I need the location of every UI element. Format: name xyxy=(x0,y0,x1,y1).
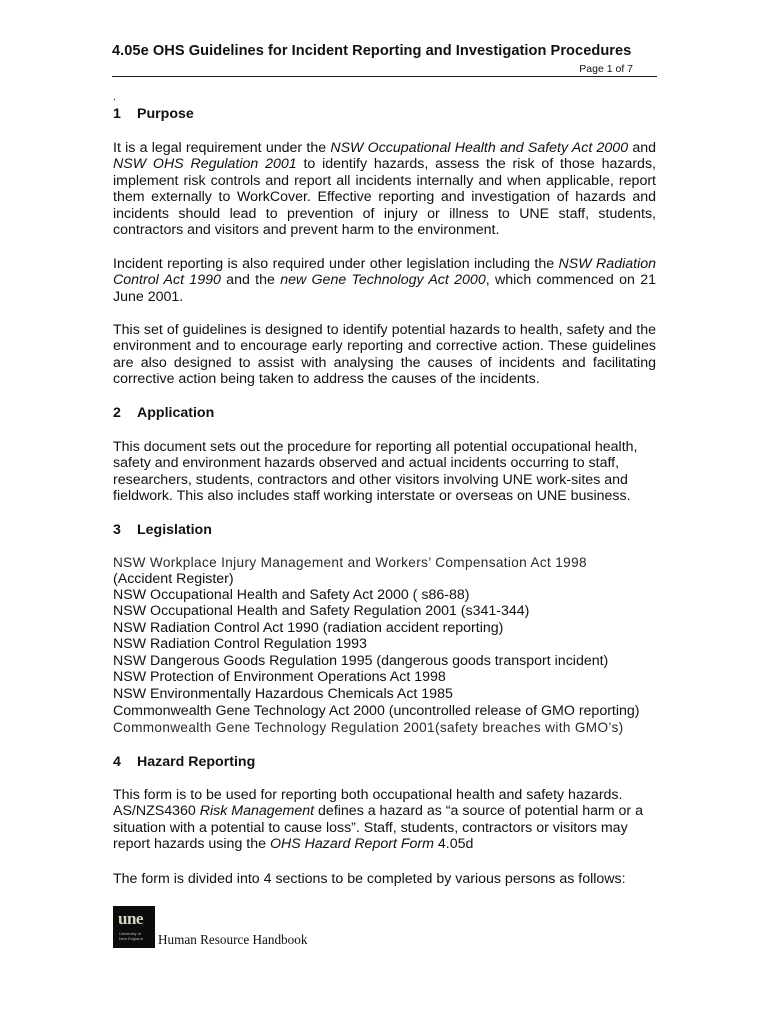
standard-title: Risk Management xyxy=(199,803,315,820)
act-title: new Gene Technology Act 2000 xyxy=(280,272,486,289)
section-number: 1 xyxy=(113,106,121,122)
text-run: defines a hazard as “a source of potential harm or a situation with a potential to cause loss”. Staff, students, contractors or visitors may report hazards using the xyxy=(113,803,643,853)
hazard-paragraph-1 xyxy=(113,787,656,853)
section-title: Hazard Reporting xyxy=(137,754,256,770)
logo-wordmark: une xyxy=(118,909,143,928)
text-run: and xyxy=(628,140,656,156)
application-paragraph: This document sets out the procedure for reporting all potential occupational health, safety and environment hazards observed and actual incidents occurring to staff, researchers, students, contractors and other visitors involving UNE work-sites and fieldwork. This also includes staff working interstate or overseas on UNE business. xyxy=(113,439,638,505)
legislation-item: (Accident Register) xyxy=(113,571,234,587)
section-title: Legislation xyxy=(137,522,212,538)
page-number: Page 1 of 7 xyxy=(579,63,633,75)
stray-mark: . xyxy=(113,91,117,103)
section-heading-purpose xyxy=(113,106,194,122)
section-heading-hazard-reporting xyxy=(113,754,255,770)
section-number: 3 xyxy=(113,522,121,538)
legislation-item: Commonwealth Gene Technology Regulation 2001(safety breaches with GMO’s) xyxy=(113,720,624,735)
footer-handbook-title: Human Resource Handbook xyxy=(158,932,308,947)
purpose-paragraph-3: This set of guidelines is designed to identify potential hazards to health, safety and the environment and to encourage early reporting and corrective action. These guidelines are also designed to assist with analysing the causes of incidents and facilitating corrective action being taken to address the causes of the incidents. xyxy=(113,322,656,388)
section-title: Application xyxy=(137,405,215,421)
form-title: OHS Hazard Report Form xyxy=(269,836,434,853)
legislation-item: NSW Protection of Environment Operations Act 1998 xyxy=(113,669,446,685)
purpose-paragraph-1 xyxy=(113,140,656,238)
section-number: 2 xyxy=(113,405,121,421)
section-number: 4 xyxy=(113,754,121,770)
regulation-title: NSW OHS Regulation 2001 xyxy=(113,156,297,173)
text-run: Incident reporting is also required under other legislation including the xyxy=(113,256,559,272)
legislation-item: Commonwealth Gene Technology Act 2000 (uncontrolled release of GMO reporting) xyxy=(113,703,640,719)
legislation-item: NSW Occupational Health and Safety Act 2000 ( s86-88) xyxy=(113,587,470,603)
text-run: 4.05d xyxy=(433,836,474,853)
logo-subtext: New England xyxy=(119,936,143,941)
section-title: Purpose xyxy=(137,106,194,122)
page-header xyxy=(112,43,657,75)
text-run: This form is to be used for reporting both occupational health and safety hazards. AS/NZS4360 xyxy=(113,787,623,820)
section-heading-application xyxy=(113,405,214,421)
act-title: NSW Radiation Control Act 1990 xyxy=(113,256,656,289)
legislation-item: NSW Workplace Injury Management and Workers’ Compensation Act 1998 xyxy=(113,555,587,570)
text-run: and the xyxy=(220,272,281,289)
une-logo xyxy=(113,906,155,948)
text-run: to identify hazards, assess the risk of those hazards, implement risk controls and report all incidents internally and when applicable, report them externally to WorkCover. Effective reporting and investigation of hazards and incidents should lead to prevention of injury or illness to UNE staff, students, contractors and visitors and prevent harm to the environment. xyxy=(113,156,656,239)
purpose-paragraph-2 xyxy=(113,256,656,305)
logo-subtext: University of xyxy=(119,931,142,936)
legislation-item: NSW Radiation Control Act 1990 (radiation accident reporting) xyxy=(113,620,504,636)
legislation-item: NSW Environmentally Hazardous Chemicals Act 1985 xyxy=(113,686,453,702)
legislation-item: NSW Occupational Health and Safety Regulation 2001 (s341-344) xyxy=(113,603,530,619)
document-title: 4.05e OHS Guidelines for Incident Reporting and Investigation Procedures xyxy=(112,43,632,59)
text-run: , which commenced on 21 June 2001. xyxy=(113,272,656,305)
act-title: NSW Occupational Health and Safety Act 2000 xyxy=(330,140,629,156)
legislation-item: NSW Radiation Control Regulation 1993 xyxy=(113,636,367,652)
section-heading-legislation xyxy=(113,522,212,538)
text-run: It is a legal requirement under the xyxy=(113,140,331,156)
header-divider xyxy=(112,76,657,77)
legislation-item: NSW Dangerous Goods Regulation 1995 (dangerous goods transport incident) xyxy=(113,653,609,669)
hazard-paragraph-2: The form is divided into 4 sections to be completed by various persons as follows: xyxy=(113,871,626,887)
